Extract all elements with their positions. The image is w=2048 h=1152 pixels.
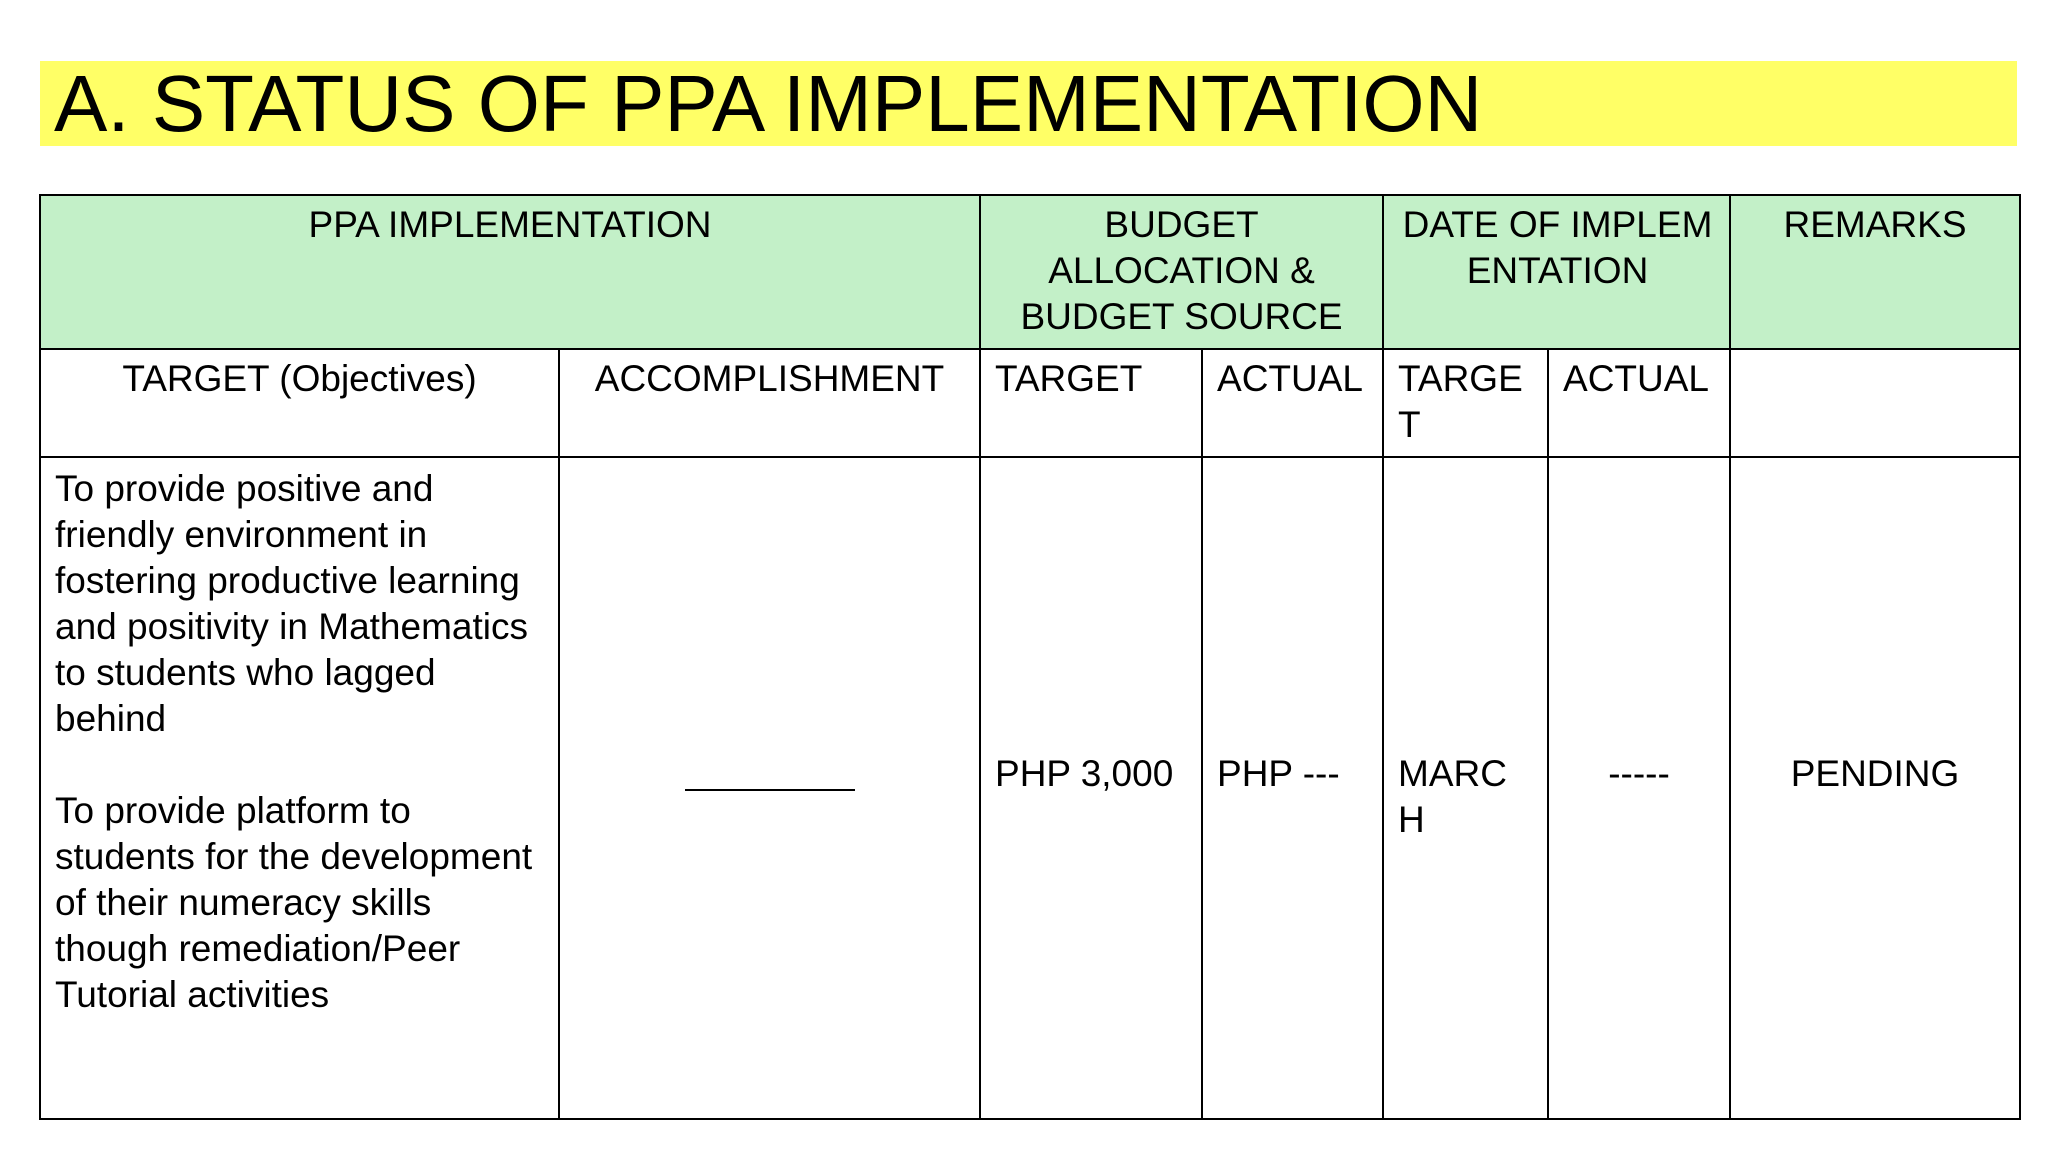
header-ppa-implementation: PPA IMPLEMENTATION xyxy=(40,195,980,349)
ppa-status-table xyxy=(39,194,2021,1120)
budget-target-cell: PHP 3,000 xyxy=(980,457,1202,1119)
subheader-date-actual: ACTUAL xyxy=(1548,349,1730,457)
subheader-accomplishment: ACCOMPLISHMENT xyxy=(559,349,980,457)
table-row xyxy=(40,457,2020,1119)
budget-actual-cell: PHP --- xyxy=(1202,457,1383,1119)
subheader-date-target: TARGET xyxy=(1383,349,1548,457)
objectives-cell xyxy=(40,457,559,1119)
header-remarks: REMARKS xyxy=(1730,195,2020,349)
title-banner xyxy=(40,61,2017,146)
date-target-cell: MARCH xyxy=(1383,457,1548,1119)
page-title: A. STATUS OF PPA IMPLEMENTATION xyxy=(54,59,1483,148)
remarks-cell: PENDING xyxy=(1730,457,2020,1119)
header-budget-allocation: BUDGET ALLOCATION & BUDGET SOURCE xyxy=(980,195,1383,349)
sub-header-row xyxy=(40,349,2020,457)
subheader-remarks-empty xyxy=(1730,349,2020,457)
date-actual-cell: ----- xyxy=(1548,457,1730,1119)
objective-2: To provide platform to students for the development of their numeracy skills though remediation/Peer Tutorial activities xyxy=(55,790,533,1015)
subheader-budget-actual: ACTUAL xyxy=(1202,349,1383,457)
subheader-target-objectives: TARGET (Objectives) xyxy=(40,349,559,457)
accomplishment-cell xyxy=(559,457,980,1119)
accomplishment-blank-line xyxy=(685,789,855,791)
header-date-of-implementation: DATE OF IMPLEMENTATION xyxy=(1383,195,1730,349)
objective-1: To provide positive and friendly environment in fostering productive learning and positivity in Mathematics to students who lagged behind xyxy=(55,468,528,739)
group-header-row xyxy=(40,195,2020,349)
subheader-budget-target: TARGET xyxy=(980,349,1202,457)
